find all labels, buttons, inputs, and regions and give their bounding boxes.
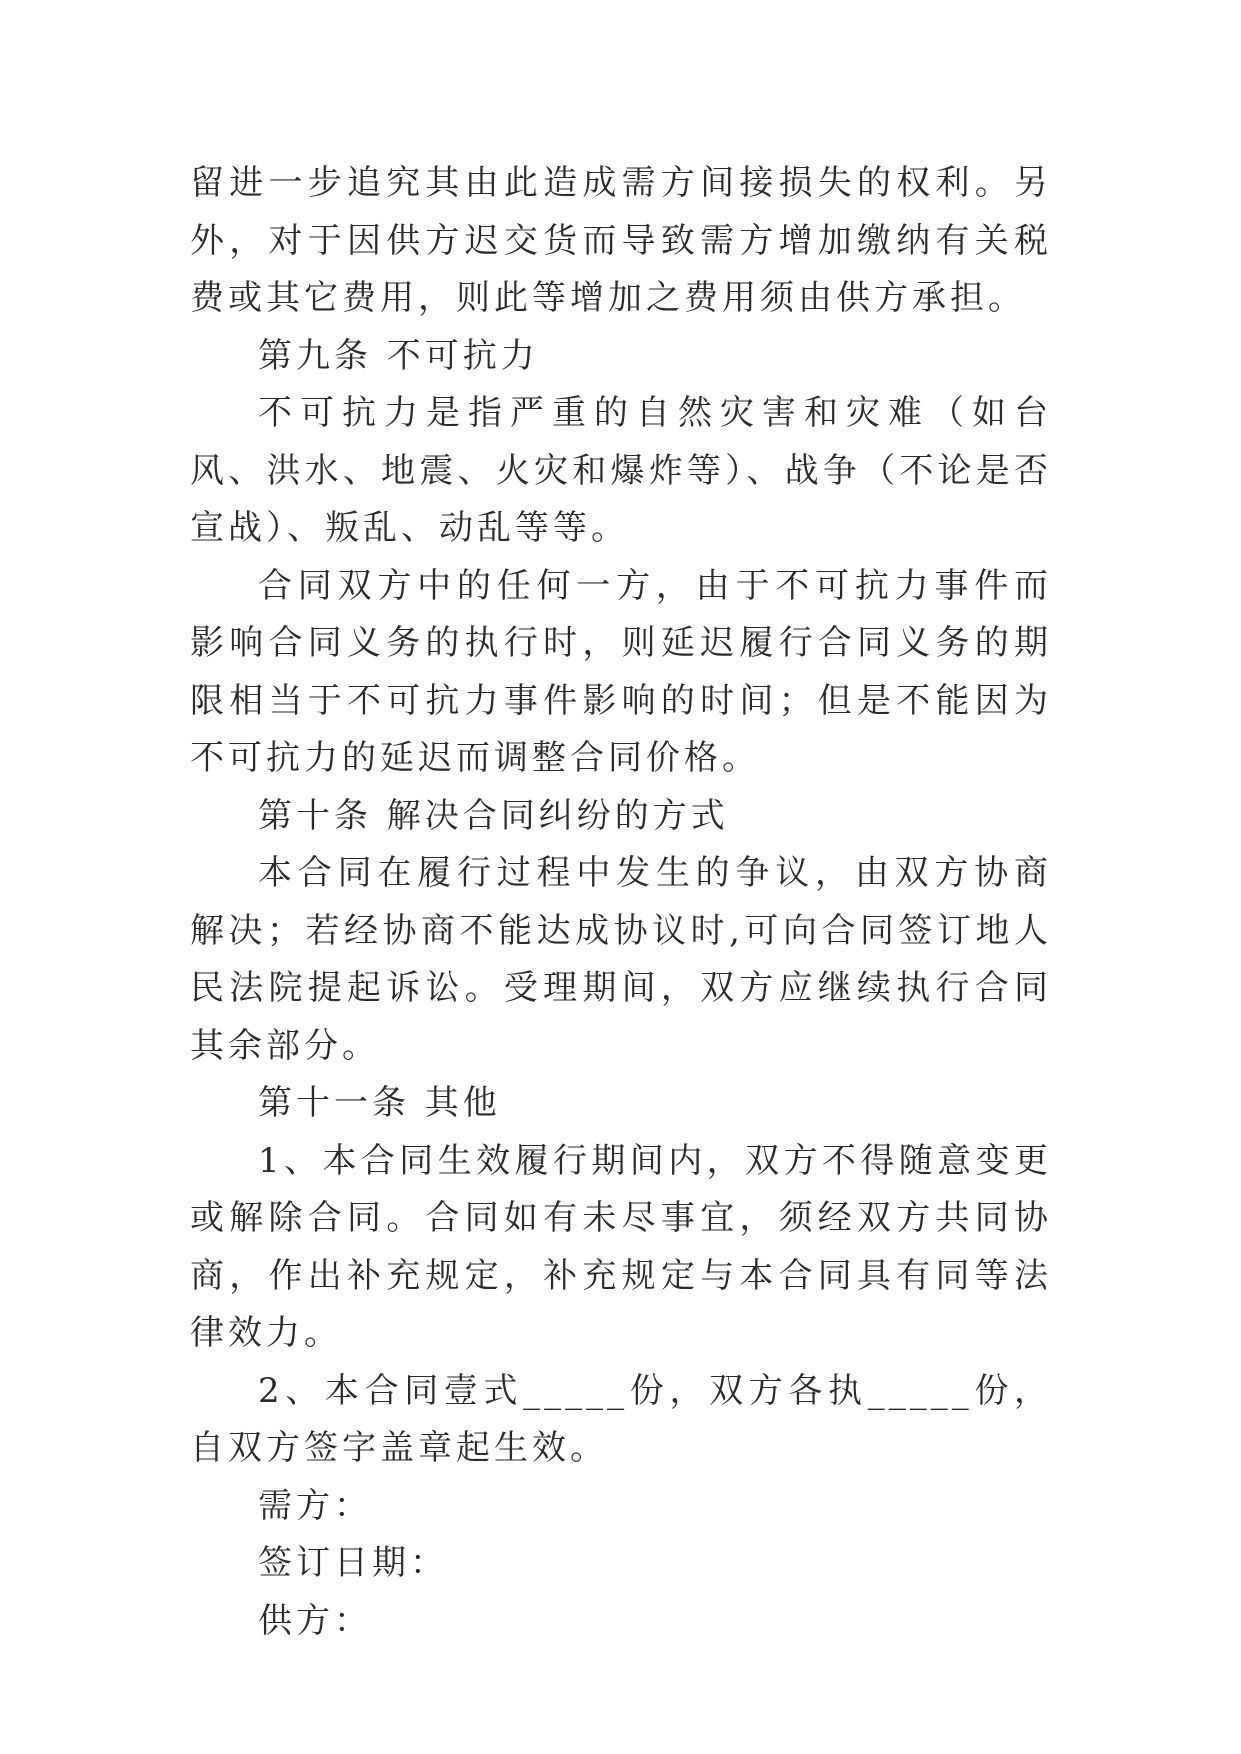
article-9-heading: 第九条 不可抗力 [258, 335, 539, 376]
signing-date-line: 签订日期： [258, 1543, 448, 1583]
buyer-signature-line: 需方： [258, 1485, 372, 1526]
paragraph-other-1: 1、本合同生效履行期间内，双方不得随意变更或解除合同。合同如有未尽事宜，须经双方共同协商，作出补充规定，补充规定与本合同具有同等法律效力。 [190, 1140, 1052, 1353]
paragraph-continuation: 留进一步追究其由此造成需方间接损失的权利。另外，对于因供方迟交货而导致需方增加缴纳有关税费或其它费用，则此等增加之费用须由供方承担。 [190, 163, 1052, 318]
paragraph-force-majeure-definition: 不可抗力是指严重的自然灾害和灾难（如台风、洪水、地震、火灾和爆炸等）、战争（不论是否宣战）、叛乱、动乱等等。 [190, 393, 1052, 548]
paragraph-force-majeure-effect: 合同双方中的任何一方，由于不可抗力事件而影响合同义务的执行时，则延迟履行合同义务的期限相当于不可抗力事件影响的时间；但是不能因为不可抗力的延迟而调整合同价格。 [190, 565, 1052, 778]
article-10-heading: 第十条 解决合同纠纷的方式 [258, 795, 729, 836]
article-11-heading: 第十一条 其他 [258, 1083, 501, 1123]
paragraph-other-2: 2、本合同壹式_____份，双方各执_____份，自双方签字盖章起生效。 [190, 1370, 1052, 1468]
supplier-signature-line: 供方： [258, 1600, 372, 1641]
document-body [190, 155, 1052, 1650]
paragraph-dispute-resolution: 本合同在履行过程中发生的争议，由双方协商解决；若经协商不能达成协议时,可向合同签订地人民法院提起诉讼。受理期间，双方应继续执行合同其余部分。 [190, 853, 1052, 1066]
